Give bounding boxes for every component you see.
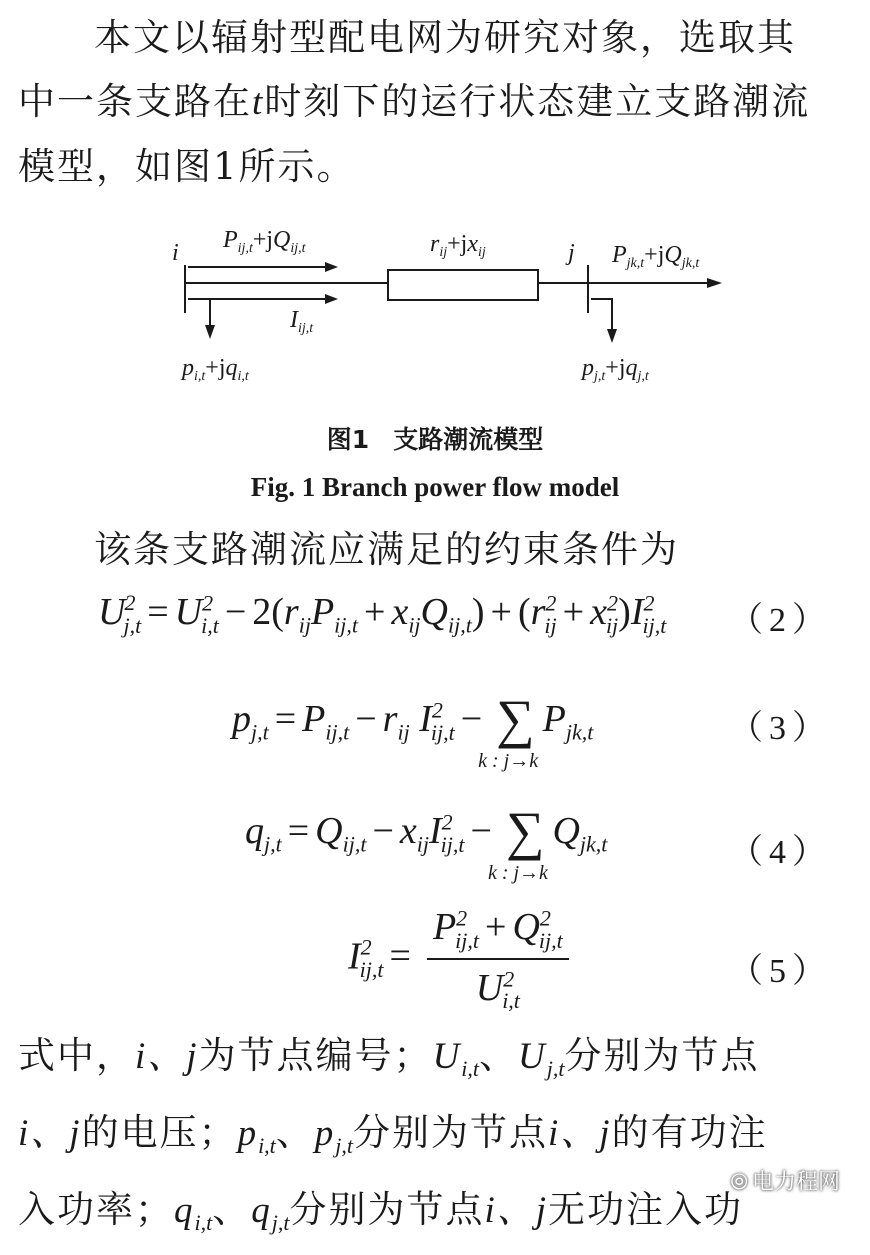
load-j-arrow [591,299,612,333]
equation-4-number: （4） [729,834,832,871]
figure-caption-zh: 图1 支路潮流模型 [326,425,544,454]
constraint-intro: 该条支路潮流应满足的约束条件为 [94,528,679,571]
load-i-label: $p_{i,t}+jq_{i,t}$ [182,355,249,384]
wechat-icon: ⦾ [730,1170,748,1195]
def-line-3: 入功率；$q_{i,t}$、$q_{j,t}$分别为节点i、j无功注入功 [18,1188,744,1235]
flow-ij-label: $P_{ij,t}+jQ_{ij,t}$ [223,227,306,256]
equation-5-number: （5） [729,953,832,990]
branch-flow-diagram [150,215,730,395]
intro-line-3: 模型，如图1所示。 [18,145,356,188]
def-line-2: i、j的电压；$p_{i,t}$、$p_{j,t}$分别为节点i、j的有功注 [18,1111,768,1158]
equation-3-number: （3） [729,710,832,747]
def-line-1: 式中，i、j为节点编号；$U_{i,t}$、$U_{j,t}$分别为节点 [18,1034,760,1081]
node-j-label: j [568,240,575,266]
watermark: ⦾ 电力程网 [730,1170,840,1195]
intro-paragraph [18,6,858,199]
load-i-arrow [188,299,210,328]
load-j-label: $p_{j,t}+jq_{j,t}$ [582,355,649,384]
flow-jk-label: $P_{jk,t}+jQ_{jk,t}$ [612,242,700,271]
impedance-label: $r_{ij}+jx_{ij}$ [430,231,486,260]
intro-line-2: 中一条支路在t时刻下的运行状态建立支路潮流 [18,80,811,123]
node-i-label: i [172,240,179,266]
intro-line-1: 本文以辐射型配电网为研究对象，选取其 [94,16,796,59]
figure-caption-en: Fig. 1 Branch power flow model [250,472,620,502]
sum-limit-4: k : j→k [487,862,548,884]
current-label: $I_{ij,t}$ [290,307,314,336]
impedance-box [388,270,538,300]
variable-definitions [18,1024,858,1255]
equation-2-number: （2） [729,602,832,639]
sum-limit-3: k : j→k [478,750,539,772]
